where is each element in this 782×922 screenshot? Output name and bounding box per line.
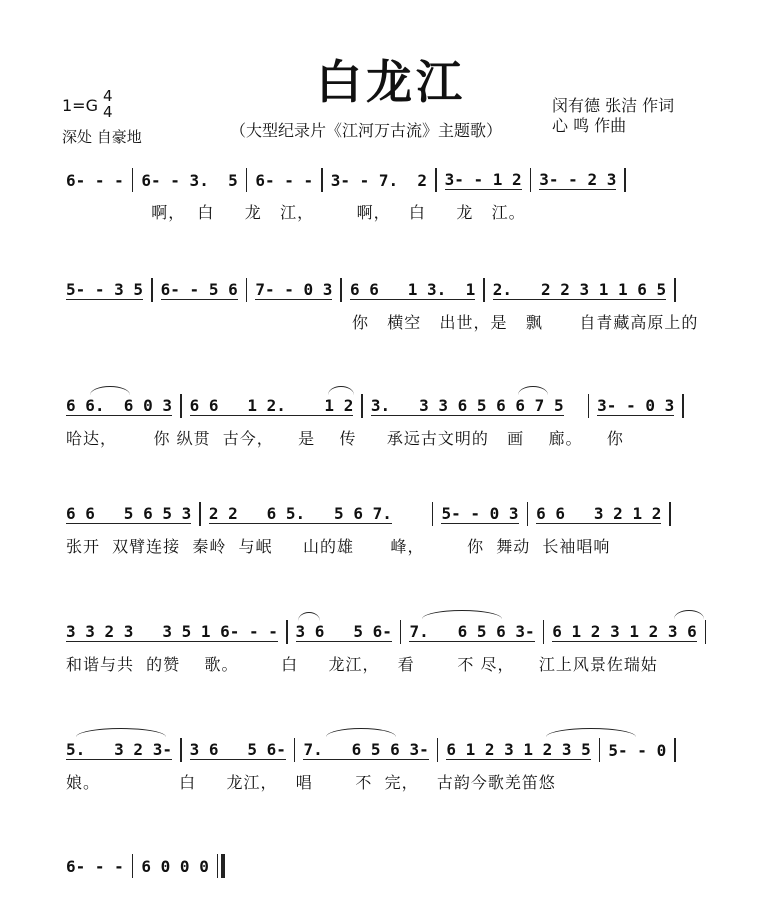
score-line-5	[66, 618, 722, 688]
measure: 3 6 5 6-	[189, 740, 286, 759]
measure: 3 6 5 6-	[295, 622, 392, 641]
score-line-1	[66, 166, 722, 236]
measure: 3- - 2 3	[539, 170, 617, 189]
measure: 5- - 3 5	[66, 280, 144, 299]
barline	[705, 620, 707, 644]
final-barline	[221, 854, 225, 878]
composer: 心 鸣 作曲	[552, 116, 627, 135]
barline	[132, 168, 134, 192]
notes-row	[66, 166, 634, 194]
barline	[246, 168, 248, 192]
barline	[400, 620, 402, 644]
measure: 7. 6 5 6 3-	[409, 622, 535, 641]
measure: 3- - 1 2	[444, 170, 522, 189]
lyrics-row: 哈达， 你 纵贯 古今， 是 传 承远古文明的 画 廊。 你	[66, 429, 624, 448]
measure: 6- - -	[66, 856, 124, 876]
barline	[483, 278, 485, 302]
lyrics-row: 和谐与共 的赞 歌。 白 龙江， 看 不 尽， 江上风景佐瑞姑	[66, 655, 658, 674]
notes-row	[66, 392, 692, 420]
time-signature-bottom: 4	[103, 103, 113, 121]
barline	[674, 278, 676, 302]
barline	[682, 394, 684, 418]
measure: 6 6 1 2. 1 2	[189, 396, 354, 415]
measure: 6- - 5 6	[160, 280, 238, 299]
measure: 6 6 5 6 5 3	[66, 504, 192, 523]
barline	[435, 168, 437, 192]
notes-row	[66, 618, 714, 646]
lyrics-row: 娘。 白 龙江， 唱 不 完， 古韵今歌羌笛悠	[66, 773, 556, 792]
score-line-4	[66, 500, 722, 570]
time-signature	[103, 88, 113, 120]
barline	[151, 278, 153, 302]
barline	[180, 394, 182, 418]
barline	[132, 854, 134, 878]
barline	[530, 168, 532, 192]
barline	[599, 738, 601, 762]
measure: 2 2 6 5. 5 6 7.	[208, 504, 392, 523]
measure: 7. 6 5 6 3-	[303, 740, 429, 759]
barline	[246, 278, 248, 302]
measure: 6 6. 6 0 3	[66, 396, 172, 415]
measure: 3. 3 3 6 5 6 6 7 5	[370, 396, 564, 415]
notes-row	[66, 736, 684, 764]
time-signature-top: 4	[103, 87, 113, 105]
measure: 2. 2 2 3 1 1 6 5	[492, 280, 667, 299]
lyricist: 闵有德 张洁 作词	[552, 96, 675, 115]
lyrics-row: 你 横空 出世，是 飘 自青藏高原上的	[66, 313, 699, 332]
measure: 6 1 2 3 1 2 3 6	[552, 622, 697, 641]
notes-row	[66, 852, 233, 880]
barline	[199, 502, 201, 526]
measure: 3- - 0 3	[597, 396, 675, 415]
barline	[180, 738, 182, 762]
barline-thin	[217, 854, 219, 878]
barline	[340, 278, 342, 302]
lyrics-row: 啊， 白 龙 江， 啊， 白 龙 江。	[66, 203, 526, 222]
barline	[543, 620, 545, 644]
key-signature: 1=G	[62, 96, 98, 115]
measure: 6- - -	[255, 170, 314, 190]
measure: 5- - 0 3	[441, 504, 519, 523]
barline	[624, 168, 626, 192]
lyrics-row: 张开 双臂连接 秦岭 与岷 山的雄 峰， 你 舞动 长袖唱响	[66, 537, 611, 556]
measure: 5- - 0	[608, 740, 667, 760]
measure: 6 1 2 3 1 2 3 5	[446, 740, 591, 759]
notes-row	[66, 276, 684, 304]
song-title: 白龙江	[316, 55, 466, 109]
measure: 3- - 7. 2	[330, 170, 428, 190]
measure: 6 0 0 0	[141, 856, 209, 876]
barline	[286, 620, 288, 644]
measure: 5. 3 2 3-	[66, 740, 172, 759]
score-line-3	[66, 392, 722, 462]
barline	[588, 394, 590, 418]
measure: 6 6 3 2 1 2	[536, 504, 662, 523]
measure: 6- - -	[66, 170, 124, 190]
score-line-6	[66, 736, 722, 806]
song-subtitle: （大型纪录片《江河万古流》主题歌）	[230, 121, 503, 140]
barline	[361, 394, 363, 418]
barline	[674, 738, 676, 762]
barline	[527, 502, 529, 526]
tempo-mood: 深处 自豪地	[62, 128, 142, 146]
barline	[432, 502, 434, 526]
barline	[437, 738, 439, 762]
barline	[294, 738, 296, 762]
measure: 3 3 2 3 3 5 1 6- - -	[66, 622, 278, 641]
score-line-2	[66, 276, 722, 346]
measure: 6 6 1 3. 1	[349, 280, 476, 299]
notes-row	[66, 500, 679, 528]
credits	[552, 96, 674, 136]
barline	[669, 502, 671, 526]
measure: 6- - 3. 5	[141, 170, 238, 190]
barline	[321, 168, 323, 192]
measure: 7- - 0 3	[255, 280, 333, 299]
